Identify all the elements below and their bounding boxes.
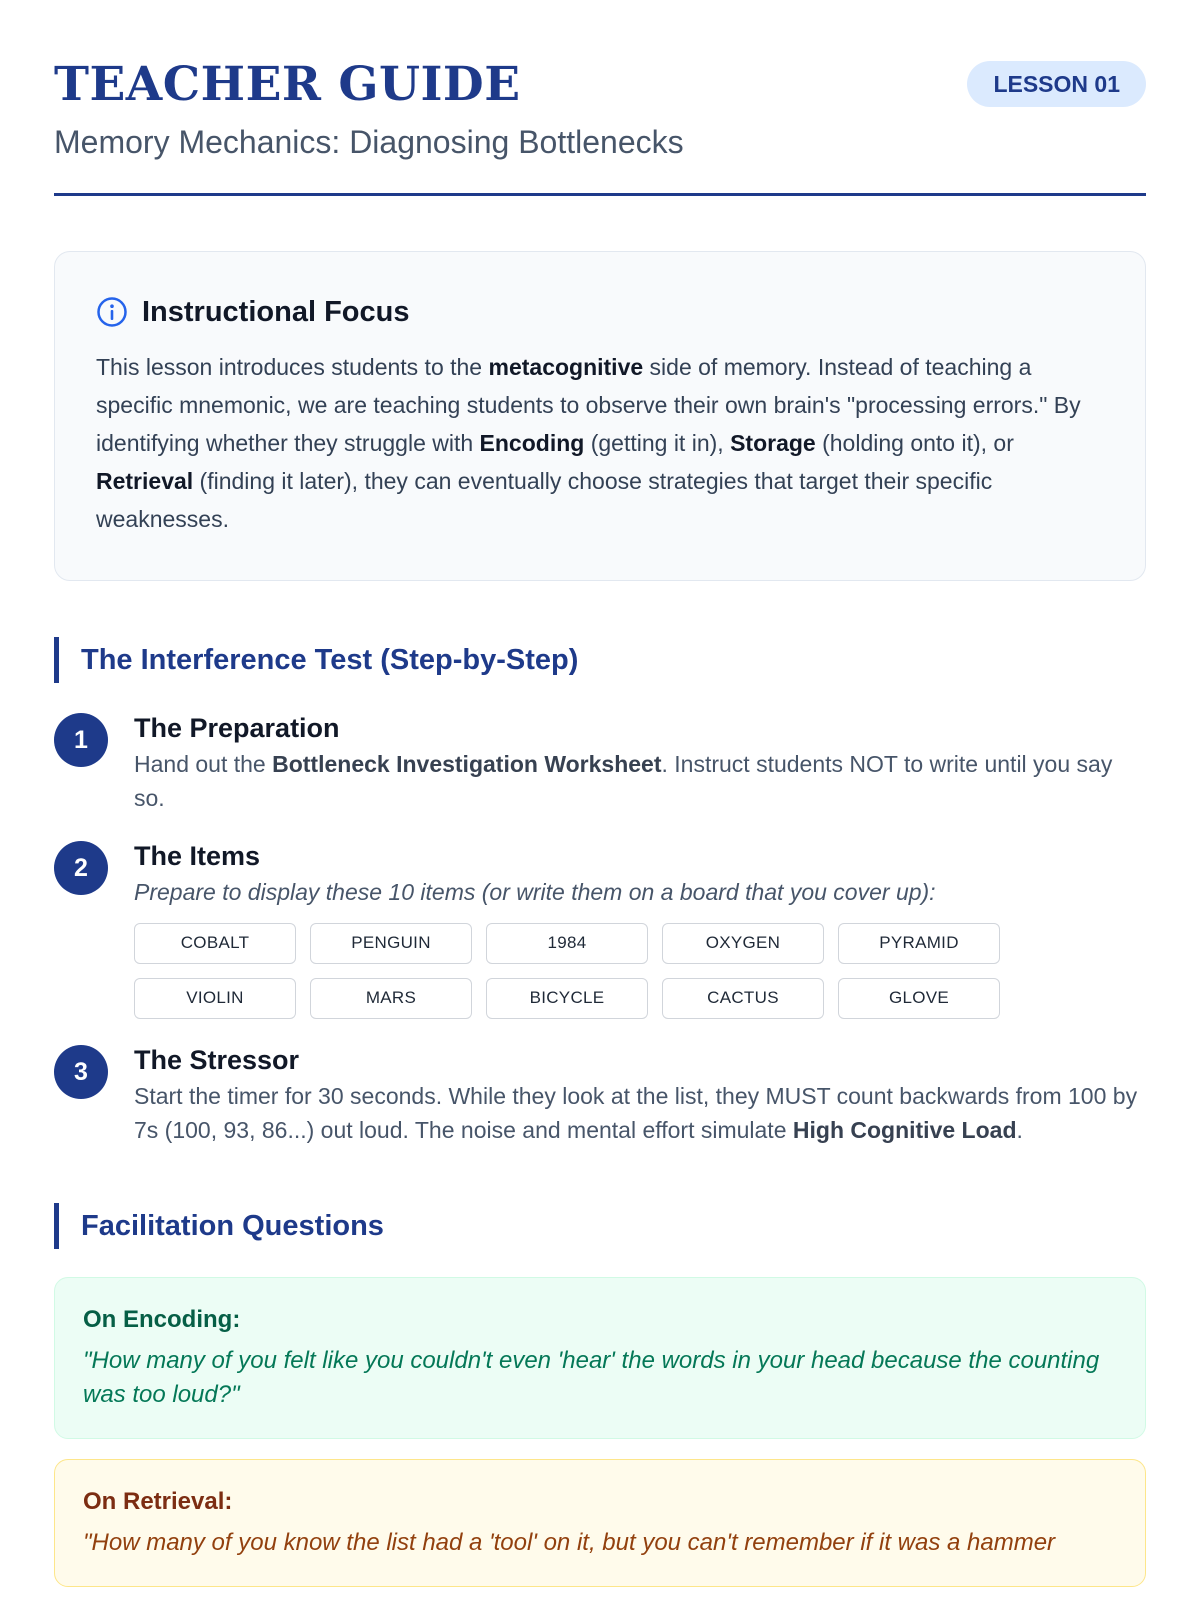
memory-item-chip: PYRAMID — [838, 923, 1000, 964]
page-header — [54, 0, 1146, 196]
lesson-badge: LESSON 01 — [967, 61, 1146, 107]
steps-list — [54, 711, 1146, 1147]
question-label: On Retrieval: — [83, 1488, 233, 1515]
memory-items-grid — [134, 923, 1146, 1019]
term-encoding: Encoding — [479, 430, 585, 456]
memory-item-chip: MARS — [310, 978, 472, 1019]
step-number-badge: 1 — [54, 713, 108, 767]
question-text: "How many of you know the list had a 'tool' on it, but you can't remember if it was a hammer — [83, 1529, 1056, 1556]
memory-item-chip: COBALT — [134, 923, 296, 964]
section-heading-interference: The Interference Test (Step-by-Step) — [54, 637, 1146, 683]
question-text: "How many of you felt like you couldn't even 'hear' the words in your head because the counting was too loud?" — [83, 1347, 1100, 1408]
question-card-encoding — [54, 1277, 1146, 1439]
step-title: The Preparation — [134, 713, 340, 743]
step-items — [54, 839, 1146, 1019]
memory-item-chip: GLOVE — [838, 978, 1000, 1019]
question-label: On Encoding: — [83, 1306, 241, 1333]
page-subtitle: Memory Mechanics: Diagnosing Bottlenecks — [54, 124, 684, 160]
info-icon — [96, 296, 128, 328]
term-retrieval: Retrieval — [96, 468, 194, 494]
term-metacognitive: metacognitive — [488, 354, 644, 380]
step-number-badge: 3 — [54, 1045, 108, 1099]
focus-title: Instructional Focus — [142, 295, 410, 328]
memory-item-chip: BICYCLE — [486, 978, 648, 1019]
step-description: Hand out the Bottleneck Investigation Worksheet. Instruct students NOT to write until you say so. — [134, 751, 1113, 811]
memory-item-chip: VIOLIN — [134, 978, 296, 1019]
term-high-cognitive-load: High Cognitive Load — [792, 1117, 1017, 1143]
focus-header — [96, 294, 1104, 330]
memory-item-chip: OXYGEN — [662, 923, 824, 964]
step-title: The Items — [134, 841, 261, 871]
step-number-badge: 2 — [54, 841, 108, 895]
focus-paragraph: This lesson introduces students to the metacognitive side of memory. Instead of teaching a specific mnemonic, we are teaching students to observe their own brain's "processing errors." By identifying whether they struggle with Encoding (getting it in), Storage (holding onto it), or Retrieval (finding it later), they can eventually choose strategies that target their specific weaknesses. — [96, 354, 1081, 532]
step-description: Start the timer for 30 seconds. While they look at the list, they MUST count backwards from 100 by 7s (100, 93, 86...) out loud. The noise and mental effort simulate High Cognitive Load. — [134, 1083, 1138, 1143]
step-title: The Stressor — [134, 1045, 300, 1075]
section-heading-facilitation: Facilitation Questions — [54, 1203, 1146, 1249]
instructional-focus-card — [54, 251, 1146, 581]
step-preparation — [54, 711, 1146, 815]
page-title: TEACHER GUIDE — [54, 57, 521, 112]
step-description: Prepare to display these 10 items (or write them on a board that you cover up): — [134, 879, 936, 905]
memory-item-chip: 1984 — [486, 923, 648, 964]
memory-item-chip: PENGUIN — [310, 923, 472, 964]
memory-item-chip: CACTUS — [662, 978, 824, 1019]
term-storage: Storage — [730, 430, 816, 456]
worksheet-name: Bottleneck Investigation Worksheet — [272, 751, 662, 777]
step-stressor — [54, 1043, 1146, 1147]
question-card-retrieval — [54, 1459, 1146, 1587]
